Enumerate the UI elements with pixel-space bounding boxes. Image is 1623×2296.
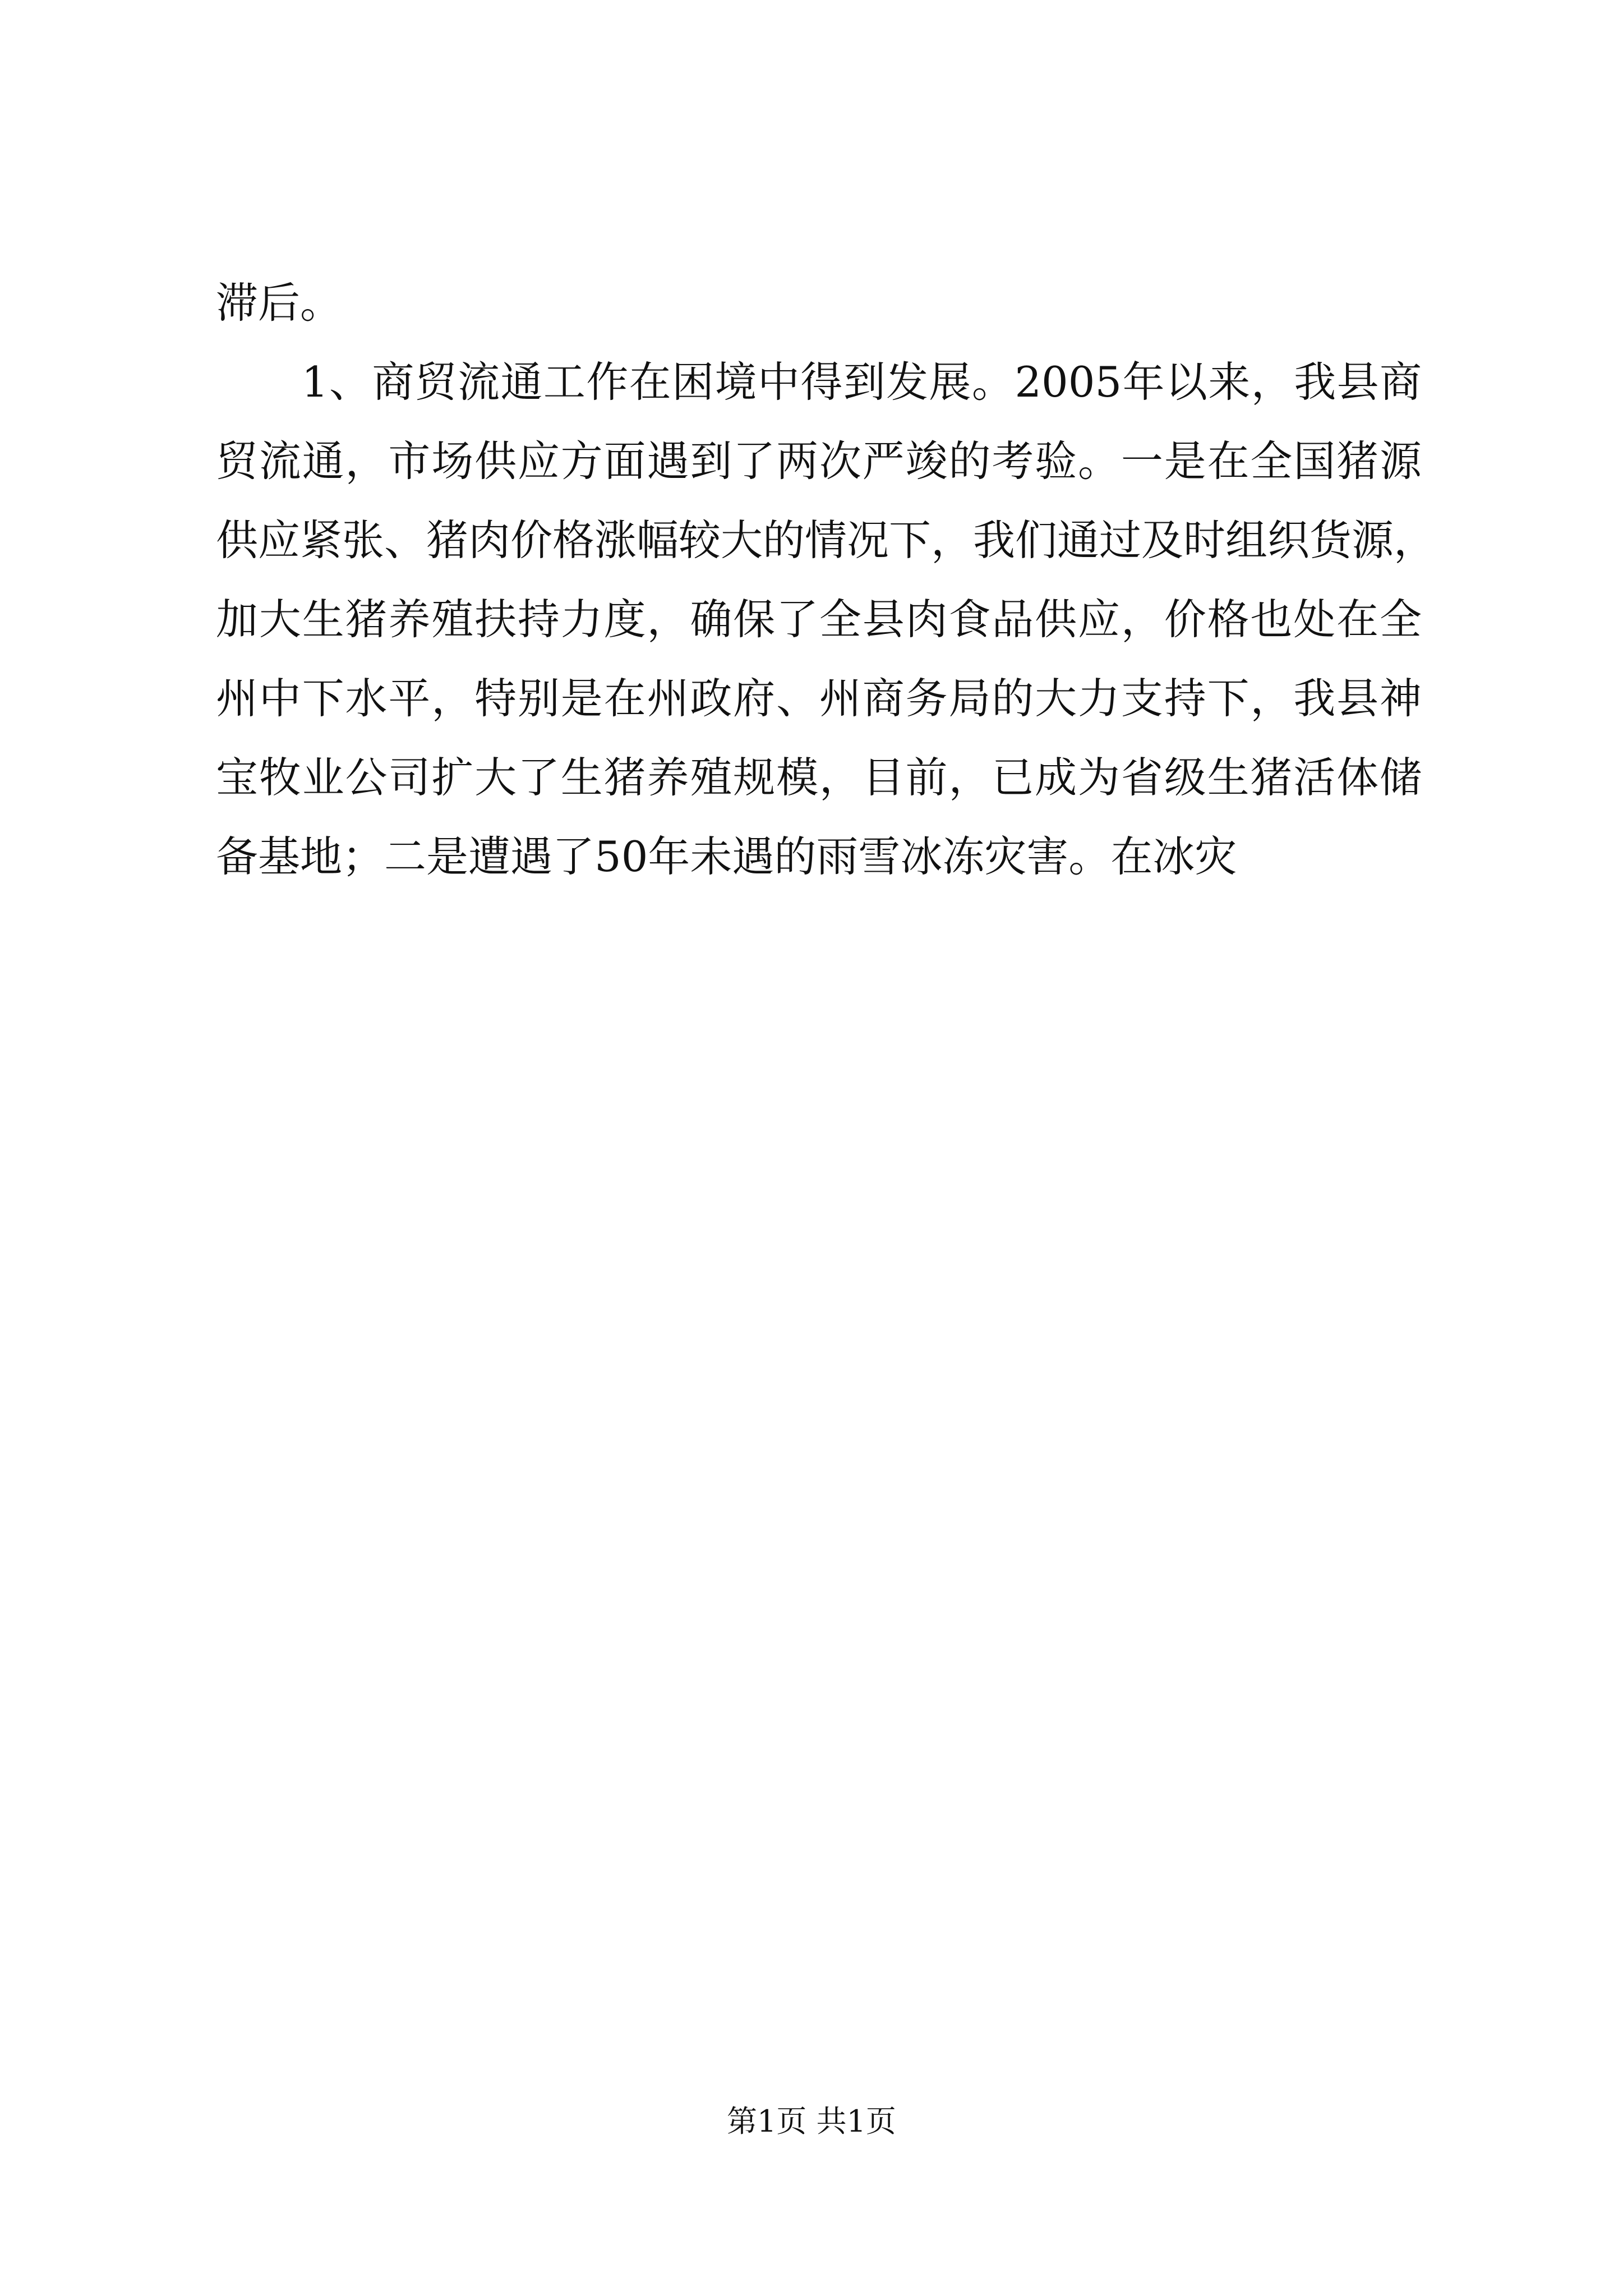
text-line: 备基地；二是遭遇了50年未遇的雨雪冰冻灾害。在冰灾: [216, 832, 1237, 881]
page-footer: [0, 2099, 1623, 2144]
body-text: [216, 264, 1436, 896]
page-number: 第1页 共1页: [727, 2104, 896, 2139]
text-line: 1、商贸流通工作在困境中得到发展。2005年以来，我县商: [216, 357, 1422, 407]
text-line: 滞后。: [216, 278, 343, 328]
text-line: 加大生猪养殖扶持力度，确保了全县肉食品供应，价格也处在全: [216, 595, 1422, 644]
text-line: 贸流通，市场供应方面遇到了两次严竣的考验。一是在全国猪源: [216, 436, 1422, 486]
text-line: 供应紧张、猪肉价格涨幅较大的情况下，我们通过及时组织货源，: [216, 516, 1436, 565]
text-line: 州中下水平，特别是在州政府、州商务局的大力支持下，我县神: [216, 674, 1422, 723]
text-line: 宝牧业公司扩大了生猪养殖规模，目前，已成为省级生猪活体储: [216, 753, 1422, 802]
